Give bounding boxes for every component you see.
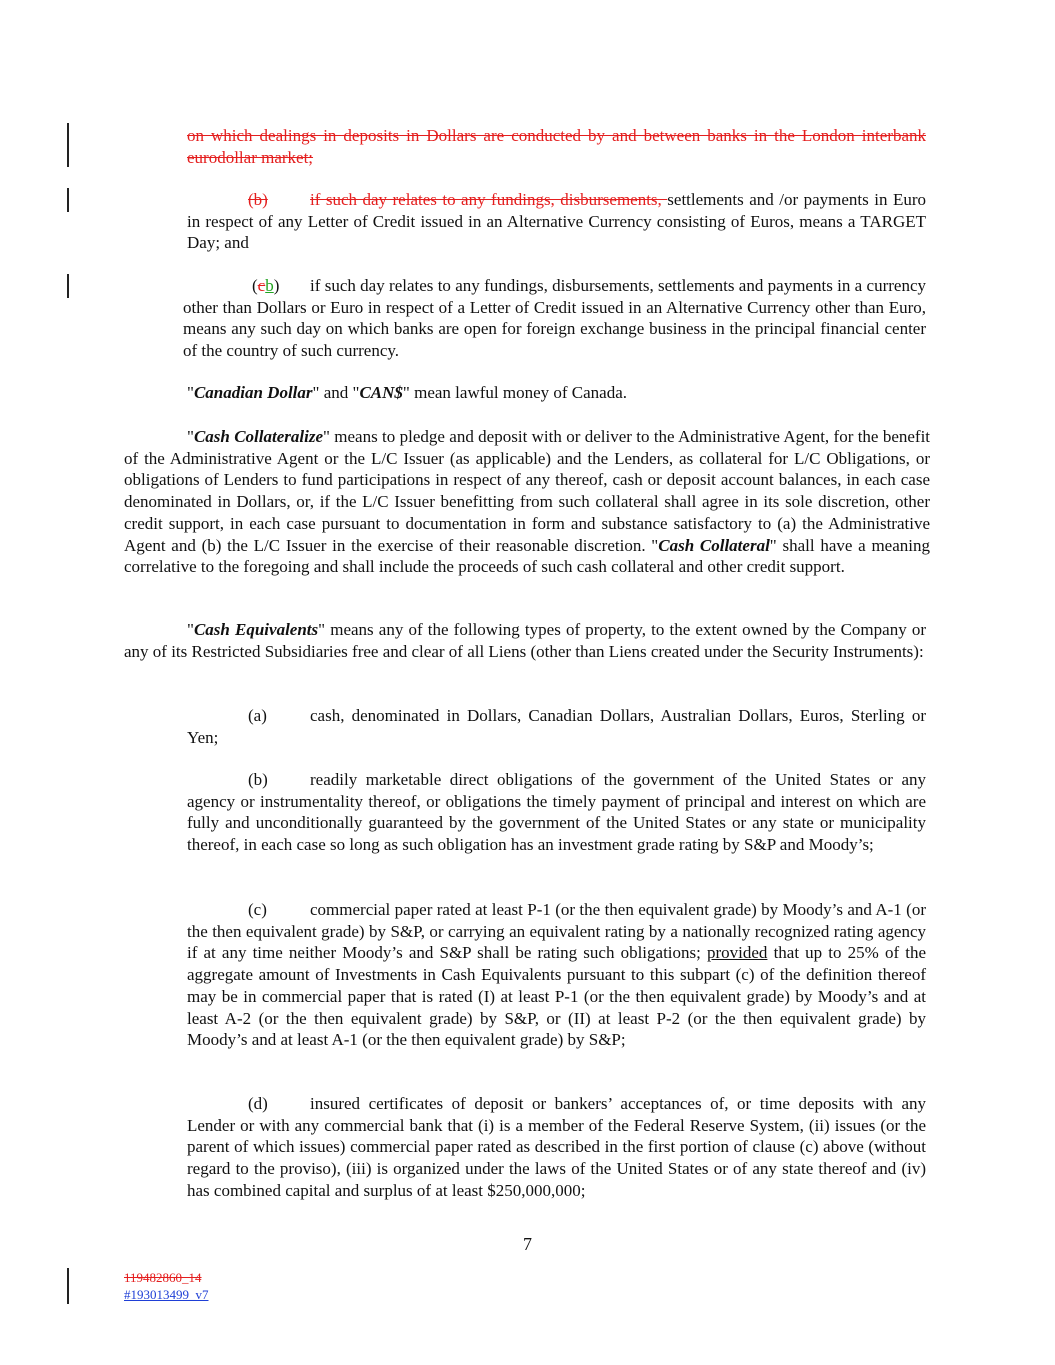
list-item: [187, 899, 926, 1051]
item-label: (b): [248, 770, 268, 789]
clause-other-currency-text: if such day relates to any fundings, disbursements, settlements and payments in a currency other than Dollars or Euro in respect of a Letter of Credit issued in an Alternative Currency other than Euro, means any such day on which banks are open for foreign exchange business in the principal financial center of the country of such currency.: [183, 276, 926, 361]
list-item: [187, 769, 926, 856]
item-text: that up to 25% of the aggregate amount of Investments in Cash Equivalents pursuant to this subpart (c) of the definition thereof may be in commercial paper that is rated (I) at least P-1 (or the then equivalent grade) by Moody’s and at least A-2 (or the then equivalent grade) by S&P, or (II) at least P-2 (or the then equivalent grade) by Moody’s and at least A-1 (or the then equivalent grade) by S&P;: [187, 943, 926, 1050]
item-text: cash, denominated in Dollars, Canadian Dollars, Australian Dollars, Euros, Sterling or Yen;: [187, 706, 926, 747]
list-item: [187, 705, 926, 748]
list-item: [187, 1093, 926, 1202]
definition-cash-collateralize: "Cash Collateralize" means to pledge and deposit with or deliver to the Administrative Agent, for the benefit of the Administrative Agent or the L/C Issuer (as applicable) and the Lenders, as collateral for L/C Obligations, or obligations of Lenders to fund participations in respect of any thereof, cash or deposit account balances, in each case denominated in Dollars, or, if the L/C Issuer benefitting from such collateral shall agree in its sole discretion, other credit support, in each case pursuant to documentation in form and substance satisfactory to (a) the Administrative Agent and (b) the L/C Issuer in the exercise of their reasonable discretion. "Cash Collateral" shall have a meaning correlative to the foregoing and shall include the proceeds of such cash collateral and other credit support.: [124, 427, 931, 577]
deleted-intro-text: on which dealings in deposits in Dollars are conducted by and between banks in the London interbank eurodollar market;: [187, 126, 926, 167]
definition-text: " shall have a meaning correlative to the foregoing and shall include the proceeds of such cash collateral and other credit support.: [124, 535, 930, 577]
page-number: 7: [523, 1234, 532, 1254]
clause-b-euro-text: settlements and /or payments in Euro in respect of any Letter of Credit issued in an Alternative Currency consisting of Euros, means a TARGET Day; and: [187, 190, 926, 253]
change-bar: [67, 1268, 69, 1304]
defined-term: Cash Equivalents: [193, 620, 319, 639]
deleted-clause-label: (b): [248, 190, 268, 209]
item-text: readily marketable direct obligations of the government of the United States or any agency or instrumentality thereof, or obligations the timely payment of principal and interest on which are fully and unconditionally guaranteed by the government of the United States or any state or municipality thereof, in each case so long as such obligation has an investment grade rating by S&P and Moody’s;: [187, 770, 926, 855]
definition-text: " means to pledge and deposit with or deliver to the Administrative Agent, for the benefit of the Administrative Agent or the L/C Issuer (as applicable) and the Lenders, as collateral for L/C Obligations, or obligations of Lenders to fund participations in respect of any thereof, cash or deposit account balances, in each case denominated in Dollars, or, if the L/C Issuer benefitting from such collateral shall agree in its sole discretion, other credit support, in each case pursuant to documentation in form and substance satisfactory to (a) the Administrative Agent and (b) the L/C Issuer in the exercise of their reasonable discretion. ": [124, 427, 931, 555]
item-label: (a): [248, 706, 267, 725]
change-bar: [67, 274, 69, 298]
label-paren-open: (: [252, 276, 258, 295]
item-label: (c): [248, 900, 267, 919]
item-label: (d): [248, 1094, 268, 1113]
item-text: commercial paper rated at least P-1 (or the then equivalent grade) by Moody’s and A-1 (or the then equivalent grade) by S&P, or carrying an equivalent rating by a nationally recognized rating agency if at any time neither Moody’s and S&P shall be rating such obligations;: [187, 900, 926, 963]
label-paren-close: ): [273, 276, 280, 295]
change-bar: [67, 123, 69, 167]
inserted-label-letter: b: [265, 276, 274, 295]
deleted-clause-text: if such day relates to any fundings, disbursements,: [310, 190, 668, 209]
definition-text: " mean lawful money of Canada.: [402, 383, 628, 402]
clause-label: [252, 275, 310, 297]
new-document-id[interactable]: #193013499_v7: [124, 1287, 209, 1302]
definition-canadian-dollar: "Canadian Dollar" and "CAN$" mean lawful money of Canada.: [187, 383, 628, 402]
change-bar: [67, 188, 69, 212]
provided-term: provided: [707, 943, 768, 963]
deleted-label-letter: c: [257, 276, 266, 295]
item-text: insured certificates of deposit or bankers’ acceptances of, or time deposits with any Lender or with any commercial bank that (i) is a member of the Federal Reserve System, (ii) issues (or the parent of which issues) commercial paper rated as described in the first portion of clause (c) above (without regard to the proviso), (iii) is organized under the laws of the United States or of any state thereof and (iv) has combined capital and surplus of at least $250,000,000;: [187, 1094, 926, 1200]
definition-joiner: " and ": [312, 383, 360, 402]
clause-other-currency: [183, 275, 926, 362]
defined-term: Canadian Dollar: [193, 383, 313, 402]
deleted-intro-paragraph: [187, 125, 926, 168]
defined-term: Cash Collateral: [658, 535, 770, 555]
defined-term: Cash Collateralize: [193, 427, 323, 446]
old-document-id: 119482860_14: [124, 1270, 202, 1285]
defined-term: CAN$: [359, 383, 403, 402]
definition-cash-equivalents: "Cash Equivalents" means any of the following types of property, to the extent owned by the Company or any of its Restricted Subsidiaries free and clear of all Liens (other than Liens created under the Security Instruments):: [124, 620, 926, 661]
clause-b-euro: [187, 189, 926, 254]
definition-text: " means any of the following types of property, to the extent owned by the Company or any of its Restricted Subsidiaries free and clear of all Liens (other than Liens created under the Security Instruments):: [124, 620, 926, 661]
